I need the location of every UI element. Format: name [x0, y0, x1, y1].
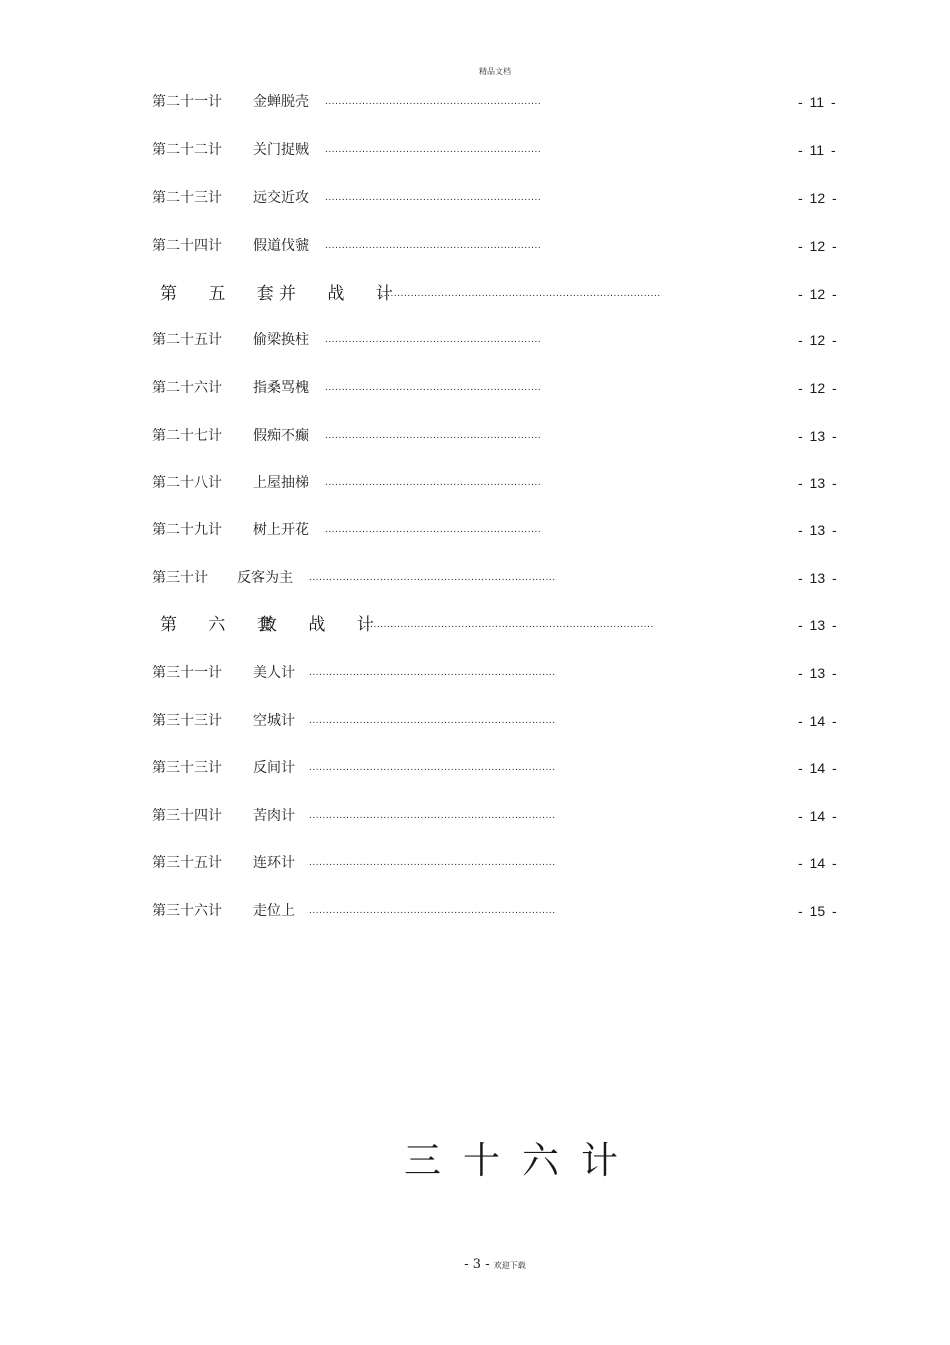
toc-leader-dots: ....................................................................................... — [360, 619, 654, 630]
toc-leader-dots: ......................................................................... — [309, 715, 556, 726]
toc-entry-title: 假痴不癫 — [253, 428, 309, 444]
page-number: - 3 - — [464, 1257, 490, 1272]
toc-entry-page: - 13 - — [798, 522, 837, 538]
toc-entry-title: 金蝉脱壳 — [253, 94, 309, 110]
toc-set-heading[interactable] — [0, 284, 950, 304]
toc-leader-dots: ................................................................ — [325, 382, 542, 393]
toc-entry[interactable] — [0, 140, 950, 160]
toc-entry-number: 第二十八计 — [152, 475, 222, 491]
toc-entry-page: - 14 - — [798, 855, 837, 871]
toc-entry-number: 第二十六计 — [152, 380, 222, 396]
toc-entry-title: 苦肉计 — [253, 808, 295, 824]
toc-entry[interactable] — [0, 473, 950, 493]
toc-leader-dots: ................................................................ — [325, 430, 542, 441]
toc-entry-title: 美人计 — [253, 665, 295, 681]
toc-leader-dots: ................................................................ — [325, 96, 542, 107]
toc-entry-page: - 12 - — [798, 238, 837, 254]
toc-entry-title: 偷梁换柱 — [253, 332, 309, 348]
toc-leader-dots: ................................................................ — [325, 240, 542, 251]
toc-set-heading[interactable] — [0, 615, 950, 635]
toc-entry-number: 第二十三计 — [152, 190, 222, 206]
toc-entry-page: - 14 - — [798, 713, 837, 729]
toc-entry-page: - 15 - — [798, 903, 837, 919]
toc-entry-page: - 14 - — [798, 808, 837, 824]
toc-leader-dots: ................................................................ — [325, 524, 542, 535]
toc-entry-number: 第二十七计 — [152, 428, 222, 444]
toc-entry-number: 第二十四计 — [152, 238, 222, 254]
toc-entry[interactable] — [0, 236, 950, 256]
toc-entry-page: - 12 - — [798, 190, 837, 206]
toc-entry-number: 第三十五计 — [152, 855, 222, 871]
toc-entry-title: 走位上 — [253, 903, 295, 919]
toc-leader-dots: ......................................................................... — [309, 762, 556, 773]
toc-entry[interactable] — [0, 520, 950, 540]
toc-leader-dots: ......................................................................... — [309, 572, 556, 583]
toc-entry-number: 第三十计 — [152, 570, 208, 586]
book-title: 三十六计 — [404, 1139, 640, 1182]
toc-entry[interactable] — [0, 568, 950, 588]
toc-entry-title: 指桑骂槐 — [253, 380, 309, 396]
toc-entry-title: 空城计 — [253, 713, 295, 729]
toc-entry-page: - 12 - — [798, 286, 837, 302]
toc-entry[interactable] — [0, 758, 950, 778]
toc-entry-number: 第三十三计 — [152, 760, 222, 776]
toc-set-title: 败 战 计 — [260, 615, 387, 635]
toc-entry-page: - 13 - — [798, 617, 837, 633]
toc-entry-page: - 14 - — [798, 760, 837, 776]
toc-entry-page: - 13 - — [798, 570, 837, 586]
toc-entry-title: 关门捉贼 — [253, 142, 309, 158]
toc-entry-number: 第三十四计 — [152, 808, 222, 824]
toc-entry-page: - 13 - — [798, 428, 837, 444]
toc-set-number: 第 五 套 — [160, 284, 287, 304]
toc-entry-title: 反客为主 — [237, 570, 293, 586]
toc-leader-dots: .................................................................................... — [377, 288, 661, 299]
toc-set-title: 并 战 计 — [279, 284, 406, 304]
toc-entry-page: - 11 - — [798, 94, 836, 110]
toc-leader-dots: ................................................................ — [325, 144, 542, 155]
toc-leader-dots: ................................................................ — [325, 477, 542, 488]
toc-entry-title: 远交近攻 — [253, 190, 309, 206]
toc-entry-page: - 12 - — [798, 380, 837, 396]
toc-entry-number: 第二十五计 — [152, 332, 222, 348]
toc-entry[interactable] — [0, 92, 950, 112]
toc-entry-title: 假道伐虢 — [253, 238, 309, 254]
toc-leader-dots: ................................................................ — [325, 334, 542, 345]
toc-entry[interactable] — [0, 853, 950, 873]
toc-entry-number: 第三十三计 — [152, 713, 222, 729]
toc-leader-dots: ................................................................ — [325, 192, 542, 203]
toc-entry[interactable] — [0, 426, 950, 446]
toc-entry-title: 反间计 — [253, 760, 295, 776]
toc-set-number: 第 六 套 — [160, 615, 287, 635]
toc-leader-dots: ......................................................................... — [309, 905, 556, 916]
page-footer — [0, 1257, 950, 1272]
toc-entry[interactable] — [0, 378, 950, 398]
toc-entry-page: - 13 - — [798, 475, 837, 491]
toc-entry-title: 上屋抽梯 — [253, 475, 309, 491]
toc-entry-page: - 13 - — [798, 665, 837, 681]
toc-entry-number: 第三十六计 — [152, 903, 222, 919]
page-header: 精品文档 — [479, 67, 511, 76]
toc-entry[interactable] — [0, 711, 950, 731]
toc-entry-page: - 11 - — [798, 142, 836, 158]
toc-entry-title: 树上开花 — [253, 522, 309, 538]
toc-entry-number: 第二十九计 — [152, 522, 222, 538]
toc-entry-number: 第三十一计 — [152, 665, 222, 681]
toc-entry[interactable] — [0, 663, 950, 683]
toc-entry-page: - 12 - — [798, 332, 837, 348]
toc-entry[interactable] — [0, 806, 950, 826]
toc-entry-number: 第二十一计 — [152, 94, 222, 110]
toc-entry-title: 连环计 — [253, 855, 295, 871]
toc-leader-dots: ......................................................................... — [309, 857, 556, 868]
toc-entry[interactable] — [0, 330, 950, 350]
toc-entry[interactable] — [0, 901, 950, 921]
toc-leader-dots: ......................................................................... — [309, 667, 556, 678]
toc-entry[interactable] — [0, 188, 950, 208]
toc-leader-dots: ......................................................................... — [309, 810, 556, 821]
toc-entry-number: 第二十二计 — [152, 142, 222, 158]
footer-welcome-text: 欢迎下载 — [493, 1261, 526, 1270]
